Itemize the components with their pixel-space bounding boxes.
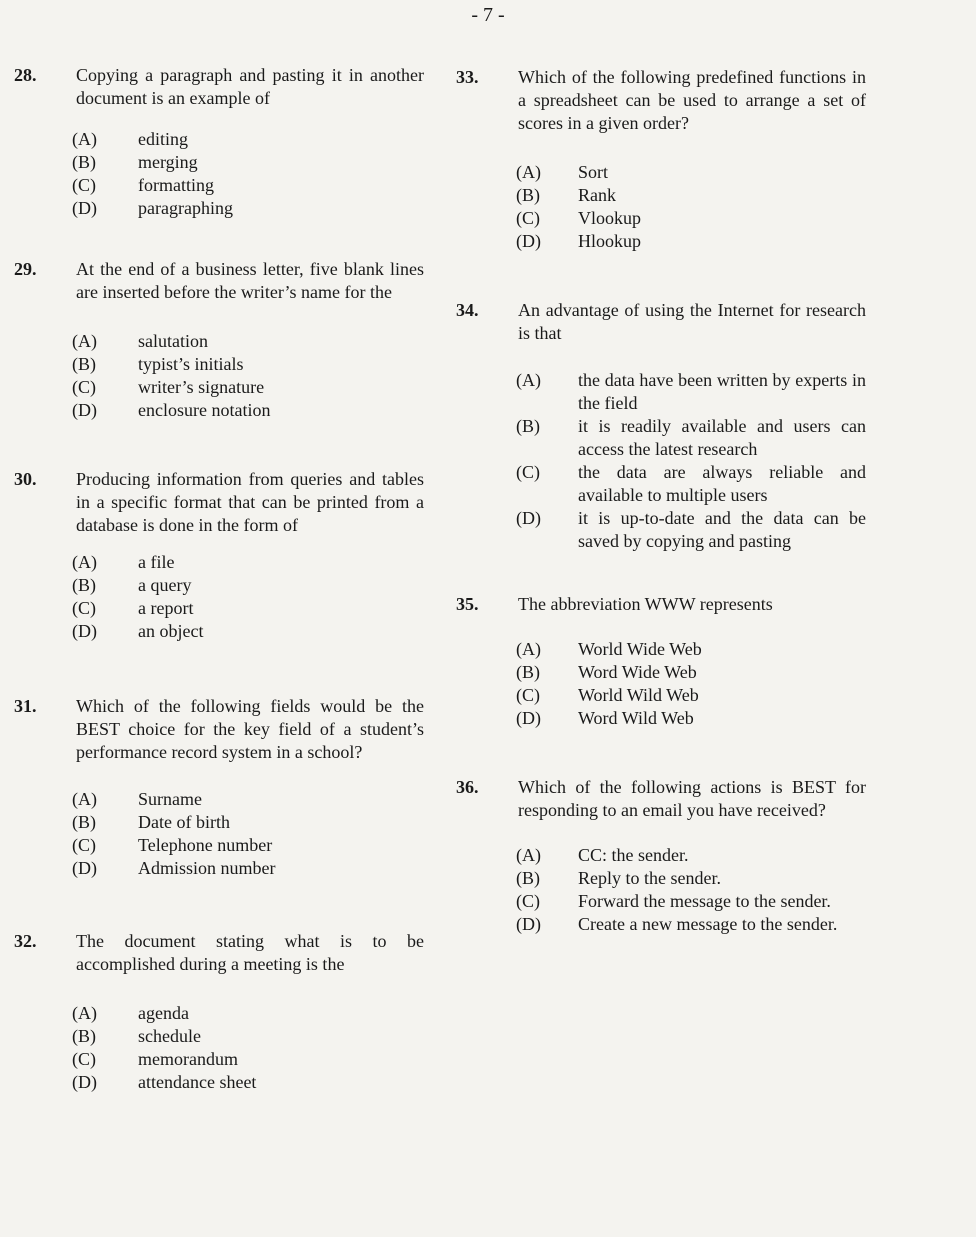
option[interactable] [14, 174, 424, 197]
option-letter: (B) [516, 416, 540, 436]
option-text: Vlookup [578, 208, 641, 228]
options-list [14, 1002, 424, 1094]
option[interactable] [456, 684, 866, 707]
option[interactable] [14, 857, 424, 880]
option-letter: (B) [72, 812, 96, 832]
option[interactable] [14, 353, 424, 376]
option[interactable] [14, 620, 424, 643]
option-text: attendance sheet [138, 1072, 257, 1092]
option[interactable] [14, 811, 424, 834]
options-list [14, 551, 424, 643]
option-text: Hlookup [578, 231, 641, 251]
option-letter: (A) [72, 129, 97, 149]
option-letter: (A) [72, 331, 97, 351]
options-list [456, 844, 866, 936]
question-text: The abbreviation WWW represents [518, 594, 773, 614]
option-letter: (A) [72, 789, 97, 809]
option[interactable] [456, 661, 866, 684]
question-text: An advantage of using the Internet for research is that [518, 300, 866, 343]
option-letter: (C) [72, 1049, 96, 1069]
option-letter: (D) [72, 400, 97, 420]
option[interactable] [456, 890, 866, 913]
option[interactable] [456, 161, 866, 184]
option[interactable] [14, 788, 424, 811]
option-text: Admission number [138, 858, 276, 878]
question-33 [456, 66, 866, 253]
question-34 [456, 299, 866, 553]
question-30 [14, 468, 424, 643]
option-text: Word Wide Web [578, 662, 697, 682]
option-letter: (C) [72, 175, 96, 195]
option-text: agenda [138, 1003, 189, 1023]
option-letter: (B) [72, 1026, 96, 1046]
option-text: it is readily available and users can access the latest research [578, 416, 866, 459]
option-letter: (A) [516, 845, 541, 865]
question-text: Copying a paragraph and pasting it in another document is an example of [76, 65, 424, 108]
option-text: merging [138, 152, 198, 172]
option[interactable] [14, 1002, 424, 1025]
option-letter: (A) [516, 639, 541, 659]
option-text: a query [138, 575, 192, 595]
question-number: 34. [456, 300, 479, 320]
option-text: it is up-to-date and the data can be saved by copying and pasting [578, 508, 866, 551]
question-text: Producing information from queries and tables in a specific format that can be printed from a database is done in the form of [76, 469, 424, 535]
option-text: Word Wild Web [578, 708, 694, 728]
option[interactable] [456, 867, 866, 890]
options-list [456, 638, 866, 730]
option-text: World Wild Web [578, 685, 699, 705]
option[interactable] [14, 574, 424, 597]
option-text: Forward the message to the sender. [578, 891, 831, 911]
options-list [456, 369, 866, 553]
option-letter: (D) [72, 1072, 97, 1092]
options-list [456, 161, 866, 253]
option[interactable] [14, 399, 424, 422]
option[interactable] [456, 207, 866, 230]
option-letter: (C) [72, 598, 96, 618]
option-text: Sort [578, 162, 609, 182]
option[interactable] [14, 128, 424, 151]
option-text: a file [138, 552, 175, 572]
question-36 [456, 776, 866, 936]
option[interactable] [14, 376, 424, 399]
option[interactable] [456, 184, 866, 207]
option-letter: (C) [72, 377, 96, 397]
option-text: an object [138, 621, 204, 641]
option-letter: (A) [516, 370, 541, 390]
left-column [14, 64, 424, 1094]
option[interactable] [456, 638, 866, 661]
question-28 [14, 64, 424, 220]
option[interactable] [456, 913, 866, 936]
option-text: editing [138, 129, 188, 149]
option-letter: (C) [516, 891, 540, 911]
question-32 [14, 930, 424, 1094]
option-letter: (C) [516, 462, 540, 482]
option-letter: (C) [516, 685, 540, 705]
question-number: 32. [14, 931, 37, 951]
option-letter: (B) [516, 185, 540, 205]
question-31 [14, 695, 424, 880]
option[interactable] [456, 707, 866, 730]
option-letter: (B) [72, 354, 96, 374]
question-number: 36. [456, 777, 479, 797]
question-text: At the end of a business letter, five blank lines are inserted before the writer’s name for the [76, 259, 424, 302]
option-letter: (D) [516, 231, 541, 251]
option-letter: (D) [72, 621, 97, 641]
question-number: 28. [14, 65, 37, 85]
option[interactable] [14, 330, 424, 353]
question-text: Which of the following actions is BEST for responding to an email you have received? [518, 777, 866, 820]
option[interactable] [14, 834, 424, 857]
option[interactable] [456, 507, 866, 553]
option-letter: (A) [72, 552, 97, 572]
option-text: Date of birth [138, 812, 230, 832]
option-text: Create a new message to the sender. [578, 914, 838, 934]
option[interactable] [14, 151, 424, 174]
option-text: the data are always reliable and available to multiple users [578, 462, 866, 505]
option-text: Rank [578, 185, 616, 205]
right-column [456, 64, 866, 936]
question-29 [14, 258, 424, 422]
option-text: World Wide Web [578, 639, 702, 659]
options-list [14, 788, 424, 880]
option-letter: (B) [516, 868, 540, 888]
option[interactable] [456, 415, 866, 461]
option-text: writer’s signature [138, 377, 265, 397]
option-letter: (C) [72, 835, 96, 855]
option-letter: (D) [516, 508, 541, 528]
option[interactable] [14, 1071, 424, 1094]
option-text: Reply to the sender. [578, 868, 721, 888]
question-number: 29. [14, 259, 37, 279]
option-text: memorandum [138, 1049, 238, 1069]
option[interactable] [14, 597, 424, 620]
option-text: Surname [138, 789, 202, 809]
option[interactable] [14, 551, 424, 574]
option-letter: (D) [516, 708, 541, 728]
option-letter: (C) [516, 208, 540, 228]
option-letter: (A) [72, 1003, 97, 1023]
option-text: salutation [138, 331, 208, 351]
question-text: Which of the following predefined functions in a spreadsheet can be used to arrange a set of scores in a given order? [518, 67, 866, 133]
options-list [14, 128, 424, 220]
question-number: 33. [456, 67, 479, 87]
question-text: Which of the following fields would be the BEST choice for the key field of a student’s performance record system in a school? [76, 696, 424, 762]
option-text: CC: the sender. [578, 845, 689, 865]
option[interactable] [456, 844, 866, 867]
question-text: The document stating what is to be accomplished during a meeting is the [76, 931, 424, 974]
question-35 [456, 593, 866, 730]
option-text: schedule [138, 1026, 201, 1046]
option[interactable] [456, 230, 866, 253]
question-number: 30. [14, 469, 37, 489]
option-letter: (B) [72, 152, 96, 172]
option-text: Telephone number [138, 835, 273, 855]
question-number: 31. [14, 696, 37, 716]
option[interactable] [456, 369, 866, 415]
option-text: a report [138, 598, 194, 618]
option-letter: (D) [72, 198, 97, 218]
option-letter: (B) [516, 662, 540, 682]
option-letter: (D) [72, 858, 97, 878]
option[interactable] [14, 197, 424, 220]
option[interactable] [14, 1025, 424, 1048]
option-text: paragraphing [138, 198, 233, 218]
option[interactable] [456, 461, 866, 507]
option-letter: (D) [516, 914, 541, 934]
option-text: the data have been written by experts in the field [578, 370, 866, 413]
page-number: - 7 - [471, 4, 505, 26]
option-letter: (A) [516, 162, 541, 182]
option-letter: (B) [72, 575, 96, 595]
options-list [14, 330, 424, 422]
option[interactable] [14, 1048, 424, 1071]
question-number: 35. [456, 594, 479, 614]
option-text: typist’s initials [138, 354, 244, 374]
option-text: formatting [138, 175, 214, 195]
option-text: enclosure notation [138, 400, 271, 420]
